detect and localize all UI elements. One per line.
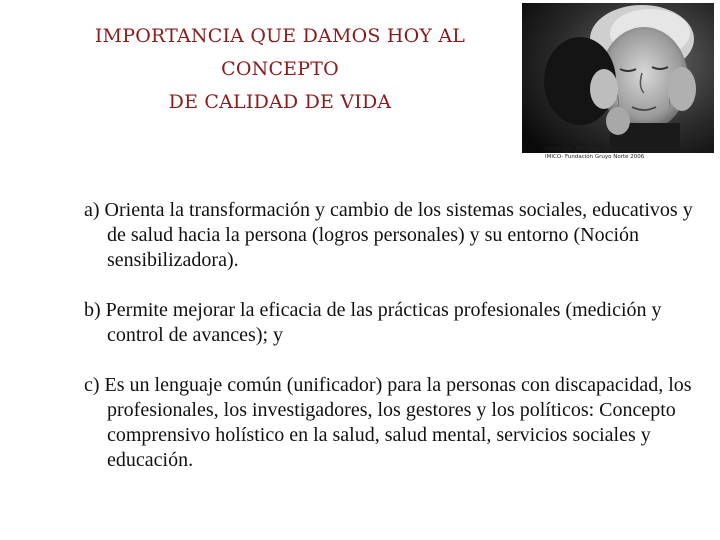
photo-caption (545, 145, 715, 161)
point-a: a) Orienta la transformación y cambio de los sistemas sociales, educativos y de salud hacia la persona (logros personales) y su entorno (Noción sensibilizadora). (84, 199, 693, 271)
title-line-1: IMPORTANCIA QUE DAMOS HOY AL CONCEPTO (94, 25, 466, 80)
point-c: c) Es un lenguaje común (unificador) para la personas con discapacidad, los profesionales, los investigadores, los gestores y los políticos: Concepto comprensivo holístico en la salud, salud mental, servicios sociales y educación. (84, 374, 692, 471)
caption-line-1: Josep Lluís Martínez. Concurso del Fotografía del (545, 146, 679, 152)
title-line-2: DE CALIDAD DE VIDA (168, 91, 392, 113)
slide-title (40, 20, 520, 119)
caption-line-2: IMICO- Fundación Gruyo Norte 2006 (545, 154, 645, 160)
points-list (84, 198, 704, 498)
grandmother-child-photo (522, 3, 714, 153)
point-b: b) Permite mejorar la eficacia de las prácticas profesionales (medición y control de avances); y (84, 299, 662, 346)
